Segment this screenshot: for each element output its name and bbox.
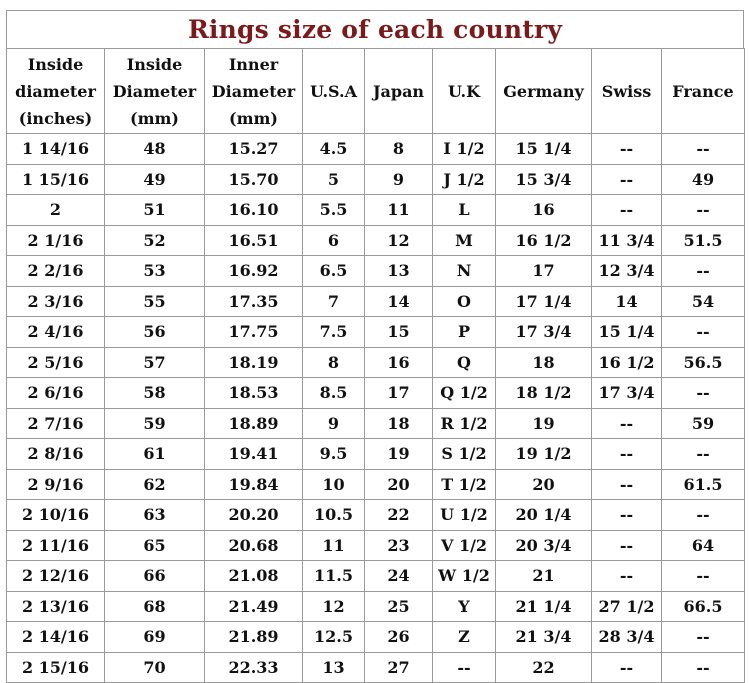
cell-inner-mm: 21.08	[205, 561, 303, 592]
cell-germany: 20 3/4	[496, 530, 592, 561]
cell-uk: P	[433, 317, 496, 348]
cell-inner-mm: 16.51	[205, 225, 303, 256]
chart-title: Rings size of each country	[6, 10, 744, 48]
cell-usa: 7.5	[303, 317, 365, 348]
header-inside-diameter-inches: Inside diameter (inches)	[7, 49, 105, 134]
cell-usa: 5	[303, 164, 365, 195]
cell-inner-mm: 17.75	[205, 317, 303, 348]
cell-inside-mm: 59	[105, 408, 205, 439]
cell-france: 51.5	[662, 225, 745, 256]
cell-swiss: --	[592, 164, 662, 195]
cell-inside-mm: 52	[105, 225, 205, 256]
header-inside-diameter-mm: Inside Diameter (mm)	[105, 49, 205, 134]
cell-inches: 2 12/16	[7, 561, 105, 592]
cell-france: --	[662, 134, 745, 165]
header-uk: U.K	[433, 49, 496, 134]
cell-inside-mm: 66	[105, 561, 205, 592]
cell-inches: 2 7/16	[7, 408, 105, 439]
table-row	[7, 652, 745, 683]
cell-inner-mm: 15.70	[205, 164, 303, 195]
cell-swiss: 11 3/4	[592, 225, 662, 256]
cell-inches: 2 14/16	[7, 622, 105, 653]
cell-japan: 23	[365, 530, 433, 561]
cell-germany: 17	[496, 256, 592, 287]
cell-inches: 2 5/16	[7, 347, 105, 378]
cell-japan: 20	[365, 469, 433, 500]
cell-swiss: --	[592, 500, 662, 531]
cell-japan: 19	[365, 439, 433, 470]
cell-germany: 18 1/2	[496, 378, 592, 409]
cell-usa: 12	[303, 591, 365, 622]
cell-uk: L	[433, 195, 496, 226]
cell-uk: N	[433, 256, 496, 287]
cell-france: 56.5	[662, 347, 745, 378]
cell-swiss: 12 3/4	[592, 256, 662, 287]
cell-japan: 16	[365, 347, 433, 378]
cell-inside-mm: 68	[105, 591, 205, 622]
cell-usa: 12.5	[303, 622, 365, 653]
cell-germany: 20	[496, 469, 592, 500]
ring-size-table	[6, 48, 745, 683]
table-row	[7, 317, 745, 348]
table-row	[7, 561, 745, 592]
cell-france: --	[662, 622, 745, 653]
cell-inner-mm: 20.20	[205, 500, 303, 531]
cell-uk: --	[433, 652, 496, 683]
cell-germany: 21	[496, 561, 592, 592]
header-swiss: Swiss	[592, 49, 662, 134]
cell-france: 64	[662, 530, 745, 561]
cell-germany: 19 1/2	[496, 439, 592, 470]
cell-germany: 15 3/4	[496, 164, 592, 195]
header-inner-diameter-mm: Inner Diameter (mm)	[205, 49, 303, 134]
cell-inside-mm: 57	[105, 347, 205, 378]
header-row	[7, 49, 745, 134]
cell-france: 54	[662, 286, 745, 317]
cell-uk: M	[433, 225, 496, 256]
cell-swiss: --	[592, 652, 662, 683]
cell-swiss: --	[592, 530, 662, 561]
cell-inside-mm: 49	[105, 164, 205, 195]
cell-japan: 13	[365, 256, 433, 287]
table-row	[7, 134, 745, 165]
cell-uk: J 1/2	[433, 164, 496, 195]
cell-germany: 21 3/4	[496, 622, 592, 653]
cell-germany: 21 1/4	[496, 591, 592, 622]
table-row	[7, 225, 745, 256]
cell-germany: 17 1/4	[496, 286, 592, 317]
cell-swiss: --	[592, 195, 662, 226]
cell-france: 59	[662, 408, 745, 439]
table-row	[7, 378, 745, 409]
cell-uk: Q	[433, 347, 496, 378]
cell-inches: 2 8/16	[7, 439, 105, 470]
cell-inside-mm: 62	[105, 469, 205, 500]
cell-usa: 11.5	[303, 561, 365, 592]
cell-france: --	[662, 439, 745, 470]
cell-swiss: --	[592, 561, 662, 592]
cell-uk: T 1/2	[433, 469, 496, 500]
cell-inner-mm: 17.35	[205, 286, 303, 317]
cell-inside-mm: 48	[105, 134, 205, 165]
cell-japan: 25	[365, 591, 433, 622]
cell-inner-mm: 18.19	[205, 347, 303, 378]
table-row	[7, 408, 745, 439]
cell-inner-mm: 15.27	[205, 134, 303, 165]
cell-usa: 6	[303, 225, 365, 256]
table-row	[7, 591, 745, 622]
cell-inner-mm: 20.68	[205, 530, 303, 561]
cell-swiss: 28 3/4	[592, 622, 662, 653]
cell-usa: 10.5	[303, 500, 365, 531]
cell-japan: 17	[365, 378, 433, 409]
cell-inches: 2 15/16	[7, 652, 105, 683]
cell-france: --	[662, 317, 745, 348]
cell-usa: 5.5	[303, 195, 365, 226]
cell-germany: 20 1/4	[496, 500, 592, 531]
cell-japan: 9	[365, 164, 433, 195]
cell-inches: 2 11/16	[7, 530, 105, 561]
cell-inner-mm: 21.89	[205, 622, 303, 653]
cell-germany: 22	[496, 652, 592, 683]
cell-japan: 18	[365, 408, 433, 439]
cell-uk: Y	[433, 591, 496, 622]
cell-france: --	[662, 652, 745, 683]
cell-inner-mm: 22.33	[205, 652, 303, 683]
cell-france: 49	[662, 164, 745, 195]
cell-inside-mm: 51	[105, 195, 205, 226]
table-row	[7, 256, 745, 287]
table-row	[7, 195, 745, 226]
cell-inner-mm: 19.41	[205, 439, 303, 470]
cell-inches: 2 2/16	[7, 256, 105, 287]
header-germany: Germany	[496, 49, 592, 134]
table-row	[7, 500, 745, 531]
cell-swiss: 16 1/2	[592, 347, 662, 378]
cell-inner-mm: 18.89	[205, 408, 303, 439]
cell-japan: 26	[365, 622, 433, 653]
table-row	[7, 530, 745, 561]
cell-uk: S 1/2	[433, 439, 496, 470]
cell-germany: 19	[496, 408, 592, 439]
table-row	[7, 469, 745, 500]
cell-inside-mm: 69	[105, 622, 205, 653]
cell-japan: 11	[365, 195, 433, 226]
cell-usa: 7	[303, 286, 365, 317]
cell-japan: 8	[365, 134, 433, 165]
cell-japan: 27	[365, 652, 433, 683]
cell-usa: 4.5	[303, 134, 365, 165]
cell-swiss: --	[592, 469, 662, 500]
header-japan: Japan	[365, 49, 433, 134]
cell-uk: Q 1/2	[433, 378, 496, 409]
cell-inside-mm: 56	[105, 317, 205, 348]
cell-france: 61.5	[662, 469, 745, 500]
cell-japan: 14	[365, 286, 433, 317]
cell-inches: 2	[7, 195, 105, 226]
cell-germany: 16	[496, 195, 592, 226]
cell-usa: 6.5	[303, 256, 365, 287]
cell-swiss: --	[592, 439, 662, 470]
cell-usa: 10	[303, 469, 365, 500]
table-row	[7, 164, 745, 195]
cell-inner-mm: 16.92	[205, 256, 303, 287]
table-body	[7, 134, 745, 683]
cell-usa: 9	[303, 408, 365, 439]
cell-france: --	[662, 500, 745, 531]
cell-inner-mm: 19.84	[205, 469, 303, 500]
cell-inches: 2 13/16	[7, 591, 105, 622]
cell-germany: 17 3/4	[496, 317, 592, 348]
cell-germany: 15 1/4	[496, 134, 592, 165]
cell-usa: 13	[303, 652, 365, 683]
cell-inner-mm: 21.49	[205, 591, 303, 622]
cell-inner-mm: 16.10	[205, 195, 303, 226]
cell-usa: 8.5	[303, 378, 365, 409]
cell-swiss: 14	[592, 286, 662, 317]
cell-japan: 15	[365, 317, 433, 348]
cell-france: --	[662, 561, 745, 592]
table-row	[7, 347, 745, 378]
cell-swiss: --	[592, 408, 662, 439]
cell-usa: 9.5	[303, 439, 365, 470]
cell-swiss: 27 1/2	[592, 591, 662, 622]
cell-france: 66.5	[662, 591, 745, 622]
cell-uk: V 1/2	[433, 530, 496, 561]
cell-inches: 2 1/16	[7, 225, 105, 256]
header-usa: U.S.A	[303, 49, 365, 134]
cell-france: --	[662, 378, 745, 409]
cell-inches: 2 4/16	[7, 317, 105, 348]
cell-swiss: 15 1/4	[592, 317, 662, 348]
cell-uk: Z	[433, 622, 496, 653]
cell-inches: 2 10/16	[7, 500, 105, 531]
cell-uk: W 1/2	[433, 561, 496, 592]
cell-japan: 12	[365, 225, 433, 256]
table-row	[7, 286, 745, 317]
cell-germany: 16 1/2	[496, 225, 592, 256]
table-row	[7, 622, 745, 653]
cell-inches: 2 6/16	[7, 378, 105, 409]
cell-inches: 1 15/16	[7, 164, 105, 195]
cell-france: --	[662, 195, 745, 226]
cell-usa: 11	[303, 530, 365, 561]
cell-inches: 2 9/16	[7, 469, 105, 500]
cell-swiss: 17 3/4	[592, 378, 662, 409]
cell-inside-mm: 53	[105, 256, 205, 287]
cell-inside-mm: 63	[105, 500, 205, 531]
cell-inches: 1 14/16	[7, 134, 105, 165]
cell-usa: 8	[303, 347, 365, 378]
cell-inner-mm: 18.53	[205, 378, 303, 409]
header-france: France	[662, 49, 745, 134]
cell-inside-mm: 70	[105, 652, 205, 683]
cell-france: --	[662, 256, 745, 287]
cell-uk: O	[433, 286, 496, 317]
cell-uk: I 1/2	[433, 134, 496, 165]
cell-uk: R 1/2	[433, 408, 496, 439]
cell-inside-mm: 65	[105, 530, 205, 561]
cell-inches: 2 3/16	[7, 286, 105, 317]
cell-inside-mm: 58	[105, 378, 205, 409]
cell-uk: U 1/2	[433, 500, 496, 531]
cell-inside-mm: 55	[105, 286, 205, 317]
ring-size-chart	[6, 10, 744, 683]
cell-germany: 18	[496, 347, 592, 378]
cell-swiss: --	[592, 134, 662, 165]
cell-japan: 22	[365, 500, 433, 531]
cell-inside-mm: 61	[105, 439, 205, 470]
table-row	[7, 439, 745, 470]
cell-japan: 24	[365, 561, 433, 592]
